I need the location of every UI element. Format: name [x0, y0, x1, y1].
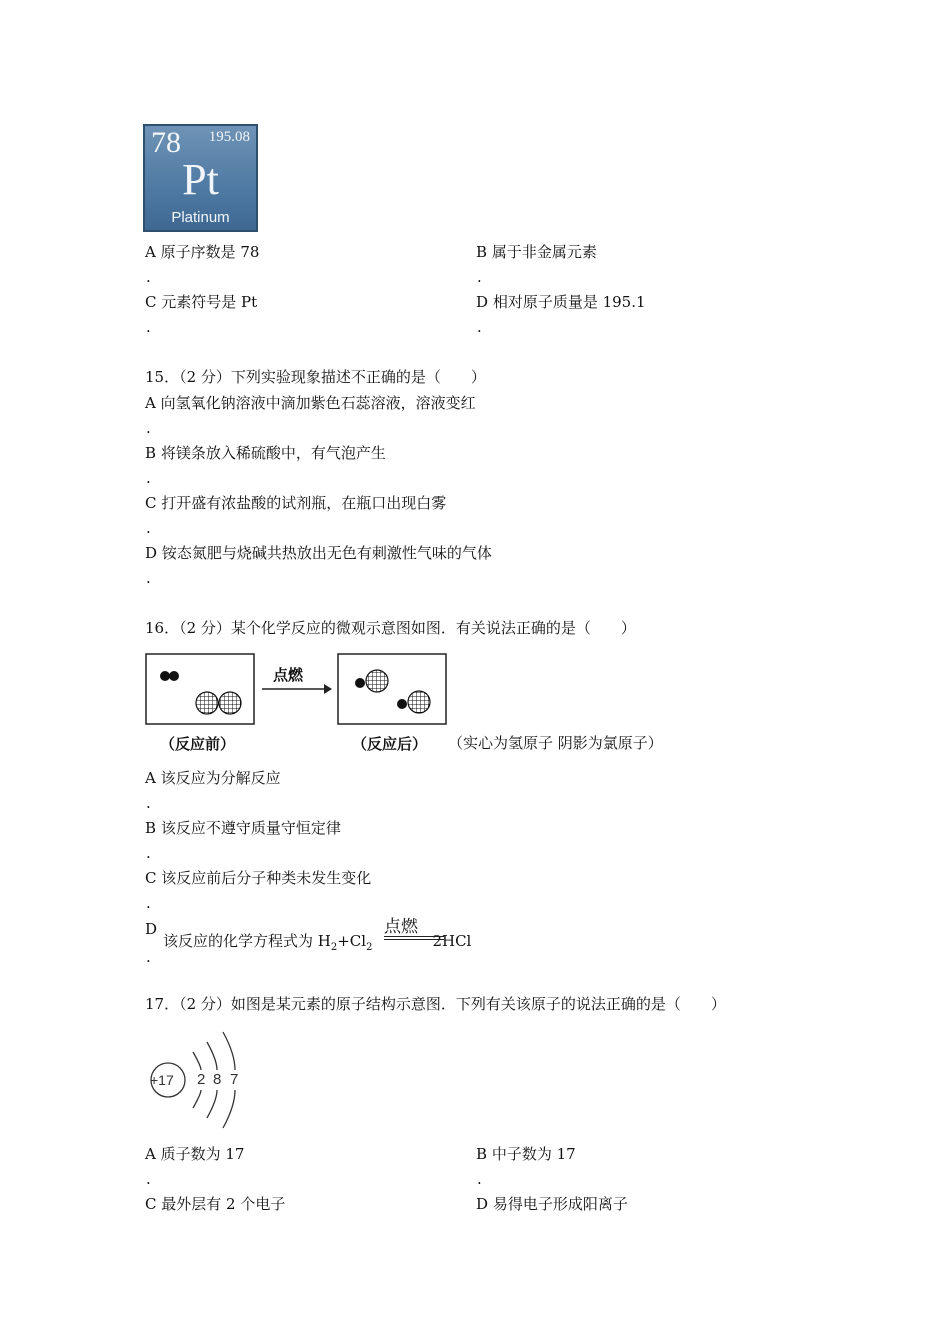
- q14-option-d: D 相对原子质量是 195.1: [476, 293, 646, 311]
- hydrogen-atom: [397, 699, 407, 709]
- q17-stem: 17．（2 分）如图是某元素的原子结构示意图．下列有关该原子的说法正确的是（ ）: [145, 995, 726, 1013]
- q15-option-c: C 打开盛有浓盐酸的试剂瓶，在瓶口出现白雾: [145, 494, 447, 512]
- q17-option-a: A 质子数为 17: [145, 1145, 245, 1163]
- element-name: Platinum: [171, 209, 230, 226]
- shell-2-electrons: 8: [213, 1071, 222, 1088]
- option-dot: .: [477, 268, 482, 286]
- before-box: [146, 654, 254, 724]
- hydrogen-atom: [169, 671, 179, 681]
- option-dot: .: [146, 318, 151, 336]
- q16-option-b: B 该反应不遵守质量守恒定律: [145, 819, 341, 837]
- chlorine-atom: [366, 670, 388, 692]
- option-dot: .: [477, 318, 482, 336]
- q15-stem: 15．（2 分）下列实验现象描述不正确的是（ ）: [145, 368, 486, 386]
- equation-equals-sign: [384, 936, 444, 940]
- q17-option-d: D 易得电子形成阳离子: [476, 1195, 628, 1213]
- element-symbol: Pt: [182, 155, 219, 204]
- q15-option-a: A 向氢氧化钠溶液中滴加紫色石蕊溶液，溶液变红: [145, 394, 476, 412]
- q15-option-b: B 将镁条放入稀硫酸中，有气泡产生: [145, 444, 386, 462]
- after-label: （反应后）: [352, 735, 428, 753]
- hydrogen-atom: [160, 671, 170, 681]
- chlorine-atom: [219, 692, 241, 714]
- q16-option-a: A 该反应为分解反应: [145, 769, 281, 787]
- q16-option-d-letter: D: [145, 920, 158, 938]
- after-box: [338, 654, 446, 724]
- option-dot: .: [146, 469, 151, 487]
- shell-1-electrons: 2: [197, 1071, 206, 1088]
- before-label: （反应前）: [160, 735, 236, 753]
- atomic-number: 78: [151, 126, 181, 159]
- option-dot: .: [146, 519, 151, 537]
- q14-option-c: C 元素符号是 Pt: [145, 293, 258, 311]
- equation-product: 2HCl: [432, 932, 472, 950]
- option-dot: .: [146, 268, 151, 286]
- nucleus-charge: +17: [150, 1072, 174, 1088]
- q17-option-c: C 最外层有 2 个电子: [145, 1195, 286, 1213]
- q14-option-a: A 原子序数是 78: [145, 243, 260, 261]
- chlorine-atom: [196, 692, 218, 714]
- option-dot: .: [146, 1170, 151, 1188]
- arrow-label: 点燃: [273, 666, 304, 684]
- shell-3-electrons: 7: [230, 1071, 239, 1088]
- option-dot: .: [146, 844, 151, 862]
- q16-option-c: C 该反应前后分子种类未发生变化: [145, 869, 372, 887]
- option-dot: .: [146, 419, 151, 437]
- option-dot: .: [146, 948, 151, 966]
- option-dot: .: [477, 1170, 482, 1188]
- atomic-mass: 195.08: [208, 129, 250, 145]
- hydrogen-atom: [355, 678, 365, 688]
- diagram-note: （实心为氢原子 阴影为氯原子）: [448, 734, 663, 752]
- option-dot: .: [146, 794, 151, 812]
- q17-option-b: B 中子数为 17: [476, 1145, 576, 1163]
- q16-option-d: 该反应的化学方程式为 $H_2+Cl_2$ 2HCl: [163, 932, 472, 953]
- q14-option-b: B 属于非金属元素: [476, 243, 597, 261]
- option-dot: .: [146, 894, 151, 912]
- chlorine-atom: [408, 691, 430, 713]
- arrow-head: [324, 684, 332, 694]
- equation-condition: 点燃: [384, 917, 418, 937]
- q16-stem: 16．（2 分）某个化学反应的微观示意图如图．有关说法正确的是（ ）: [145, 619, 636, 637]
- platinum-element-tile: [143, 124, 258, 232]
- option-dot: .: [146, 569, 151, 587]
- q15-option-d: D 铵态氮肥与烧碱共热放出无色有刺激性气味的气体: [145, 544, 492, 562]
